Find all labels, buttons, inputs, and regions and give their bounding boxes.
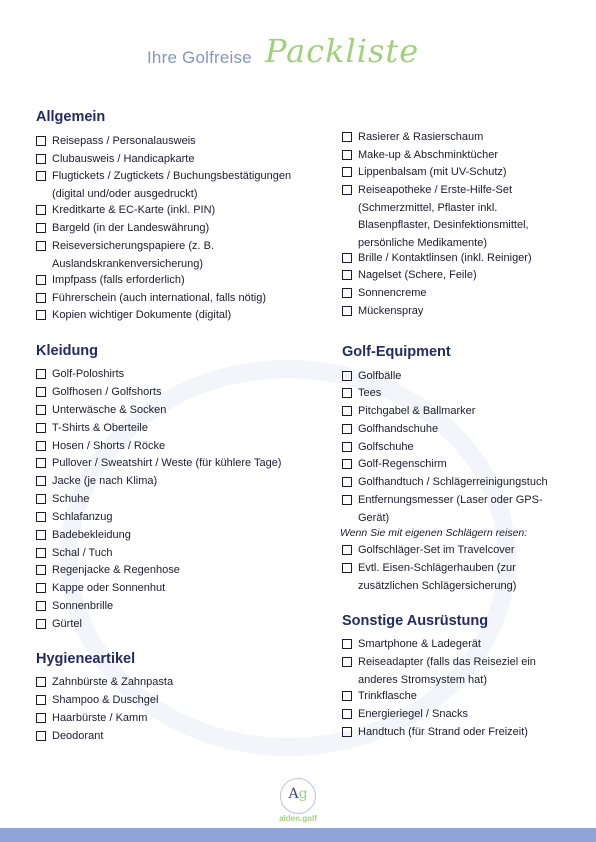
checklist-item-label: Smartphone & Ladegerät <box>358 638 481 650</box>
checklist-item-label: Golf-Regenschirm <box>358 458 447 470</box>
checkbox[interactable] <box>342 167 352 177</box>
checkbox[interactable] <box>342 150 352 160</box>
checkbox[interactable] <box>36 548 46 558</box>
checkbox[interactable] <box>36 583 46 593</box>
section-note: Wenn Sie mit eigenen Schlägern reisen: <box>340 527 528 539</box>
checklist-item-label: Führerschein (auch international, falls nötig) <box>52 292 267 304</box>
checklist-item-label: Golfhandtuch / Schlägerreinigungstuch <box>358 476 548 488</box>
checkbox[interactable] <box>36 441 46 451</box>
checklist-item-label: Brille / Kontaktlinsen (inkl. Reiniger) <box>358 252 532 264</box>
checkbox[interactable] <box>36 387 46 397</box>
checkbox[interactable] <box>342 545 352 555</box>
checkbox[interactable] <box>342 727 352 737</box>
checkbox[interactable] <box>36 494 46 504</box>
checkbox[interactable] <box>342 459 352 469</box>
checkbox[interactable] <box>36 171 46 181</box>
checklist-item-label: Golfhosen / Golfshorts <box>52 386 162 398</box>
checklist-item-label: Impfpass (falls erforderlich) <box>52 274 185 286</box>
checkbox[interactable] <box>36 275 46 285</box>
checkbox[interactable] <box>36 405 46 415</box>
checklist-item-label: Nagelset (Schere, Feile) <box>358 269 477 281</box>
checkbox[interactable] <box>342 371 352 381</box>
checklist-item-label: Reisepass / Personalausweis <box>52 135 196 147</box>
checkbox[interactable] <box>36 423 46 433</box>
checkbox[interactable] <box>342 185 352 195</box>
checkbox[interactable] <box>36 369 46 379</box>
checklist-item-label: Mückenspray <box>358 305 424 317</box>
checklist-item-label: Clubausweis / Handicapkarte <box>52 153 195 165</box>
section-heading: Allgemein <box>36 109 106 125</box>
checklist-item-label: Haarbürste / Kamm <box>52 712 148 724</box>
checkbox[interactable] <box>36 713 46 723</box>
checkbox[interactable] <box>36 154 46 164</box>
checklist-item-label: Zahnbürste & Zahnpasta <box>52 676 174 688</box>
checklist-item-label: Evtl. Eisen-Schlägerhauben (zur zusätzlichen Schlägersicherung) <box>358 562 517 592</box>
section-heading: Hygieneartikel <box>36 651 136 667</box>
page-title <box>0 30 596 80</box>
checkbox[interactable] <box>36 619 46 629</box>
checklist-item-label: Golf-Poloshirts <box>52 368 125 380</box>
checkbox[interactable] <box>36 565 46 575</box>
checklist-item-label: Entfernungsmesser (Laser oder GPS-Gerät) <box>358 494 543 524</box>
checkbox[interactable] <box>36 458 46 468</box>
checklist-item-label: Tees <box>358 387 382 399</box>
checkbox[interactable] <box>342 639 352 649</box>
checkbox[interactable] <box>342 253 352 263</box>
checklist-item-label: Schlafanzug <box>52 511 113 523</box>
checklist-item-label: Jacke (je nach Klima) <box>52 475 158 487</box>
ag-monogram-logo-icon: Ag <box>280 778 316 814</box>
checkbox[interactable] <box>36 293 46 303</box>
checkbox[interactable] <box>342 442 352 452</box>
checklist-item-label: Schuhe <box>52 493 90 505</box>
checkbox[interactable] <box>342 495 352 505</box>
checkbox[interactable] <box>342 709 352 719</box>
checklist-item-label: Hosen / Shorts / Röcke <box>52 440 166 452</box>
checklist-item-label: Kappe oder Sonnenhut <box>52 582 166 594</box>
checklist-item-label: Kreditkarte & EC-Karte (inkl. PIN) <box>52 204 216 216</box>
checkbox[interactable] <box>342 306 352 316</box>
checkbox[interactable] <box>342 270 352 280</box>
checkbox[interactable] <box>36 310 46 320</box>
section-heading: Kleidung <box>36 343 99 359</box>
checklist-item-label: Reiseversicherungspapiere (z. B. Auslandskrankenversicherung) <box>52 240 215 270</box>
checkbox[interactable] <box>342 691 352 701</box>
checkbox[interactable] <box>342 388 352 398</box>
section-heading: Golf-Equipment <box>342 344 451 360</box>
checklist-item-label: Bargeld (in der Landeswährung) <box>52 222 210 234</box>
checklist-item-label: Shampoo & Duschgel <box>52 694 159 706</box>
checklist-item-label: T-Shirts & Oberteile <box>52 422 148 434</box>
checklist-item-label: Pitchgabel & Ballmarker <box>358 405 476 417</box>
checklist-item-label: Badebekleidung <box>52 529 131 541</box>
checklist-item-label: Golfbälle <box>358 370 402 382</box>
footer-bar <box>0 828 596 842</box>
checkbox[interactable] <box>342 477 352 487</box>
checklist-item-label: Kopien wichtiger Dokumente (digital) <box>52 309 232 321</box>
checklist-item-label: Rasierer & Rasierschaum <box>358 131 484 143</box>
checkbox[interactable] <box>36 476 46 486</box>
checklist-item-label: Golfhandschuhe <box>358 423 439 435</box>
checklist-item-label: Energieriegel / Snacks <box>358 708 469 720</box>
title-script: Packliste <box>265 32 420 70</box>
checkbox[interactable] <box>36 677 46 687</box>
checkbox[interactable] <box>36 223 46 233</box>
checkbox[interactable] <box>36 601 46 611</box>
checklist-item-label: Pullover / Sweatshirt / Weste (für kühlere Tage) <box>52 457 282 469</box>
checkbox[interactable] <box>36 731 46 741</box>
checklist-item-label: Reiseapotheke / Erste-Hilfe-Set (Schmerzmittel, Pflaster inkl. Blasenpflaster, Desinfektionsmittel, persönliche Medikamente) <box>358 184 529 249</box>
checklist-item-label: Handtuch (für Strand oder Freizeit) <box>358 726 528 738</box>
checklist-item-label: Deodorant <box>52 730 104 742</box>
checklist-item-label: Golfschuhe <box>358 441 414 453</box>
checkbox[interactable] <box>342 563 352 573</box>
checkbox[interactable] <box>342 288 352 298</box>
checkbox[interactable] <box>36 205 46 215</box>
footer-brand: alden.golf <box>279 814 317 823</box>
checklist-item-label: Regenjacke & Regenhose <box>52 564 180 576</box>
section-heading: Sonstige Ausrüstung <box>342 613 489 629</box>
checkbox[interactable] <box>36 695 46 705</box>
checkbox[interactable] <box>36 512 46 522</box>
checklist-item-label: Reiseadapter (falls das Reiseziel ein anderes Stromsystem hat) <box>358 656 536 686</box>
title-main: Ihre Golfreise <box>147 48 252 67</box>
checklist-item-label: Schal / Tuch <box>52 547 113 559</box>
checkbox[interactable] <box>36 241 46 251</box>
checkbox[interactable] <box>342 424 352 434</box>
checklist-item-label: Sonnencreme <box>358 287 427 299</box>
checklist-item-label: Sonnenbrille <box>52 600 114 612</box>
checklist-item-label: Flugtickets / Zugtickets / Buchungsbestätigungen (digital und/oder ausgedruckt) <box>52 170 292 200</box>
checklist-item-label: Golfschläger-Set im Travelcover <box>358 544 515 556</box>
checklist-item-label: Unterwäsche & Socken <box>52 404 167 416</box>
checkbox[interactable] <box>342 657 352 667</box>
checkbox[interactable] <box>342 406 352 416</box>
checklist-item-label: Lippenbalsam (mit UV-Schutz) <box>358 166 507 178</box>
checkbox[interactable] <box>36 136 46 146</box>
checklist-item-label: Trinkflasche <box>358 690 417 702</box>
checkbox[interactable] <box>342 132 352 142</box>
checklist-item-label: Make-up & Abschminktücher <box>358 149 499 161</box>
checklist-item-label: Gürtel <box>52 618 82 630</box>
checkbox[interactable] <box>36 530 46 540</box>
